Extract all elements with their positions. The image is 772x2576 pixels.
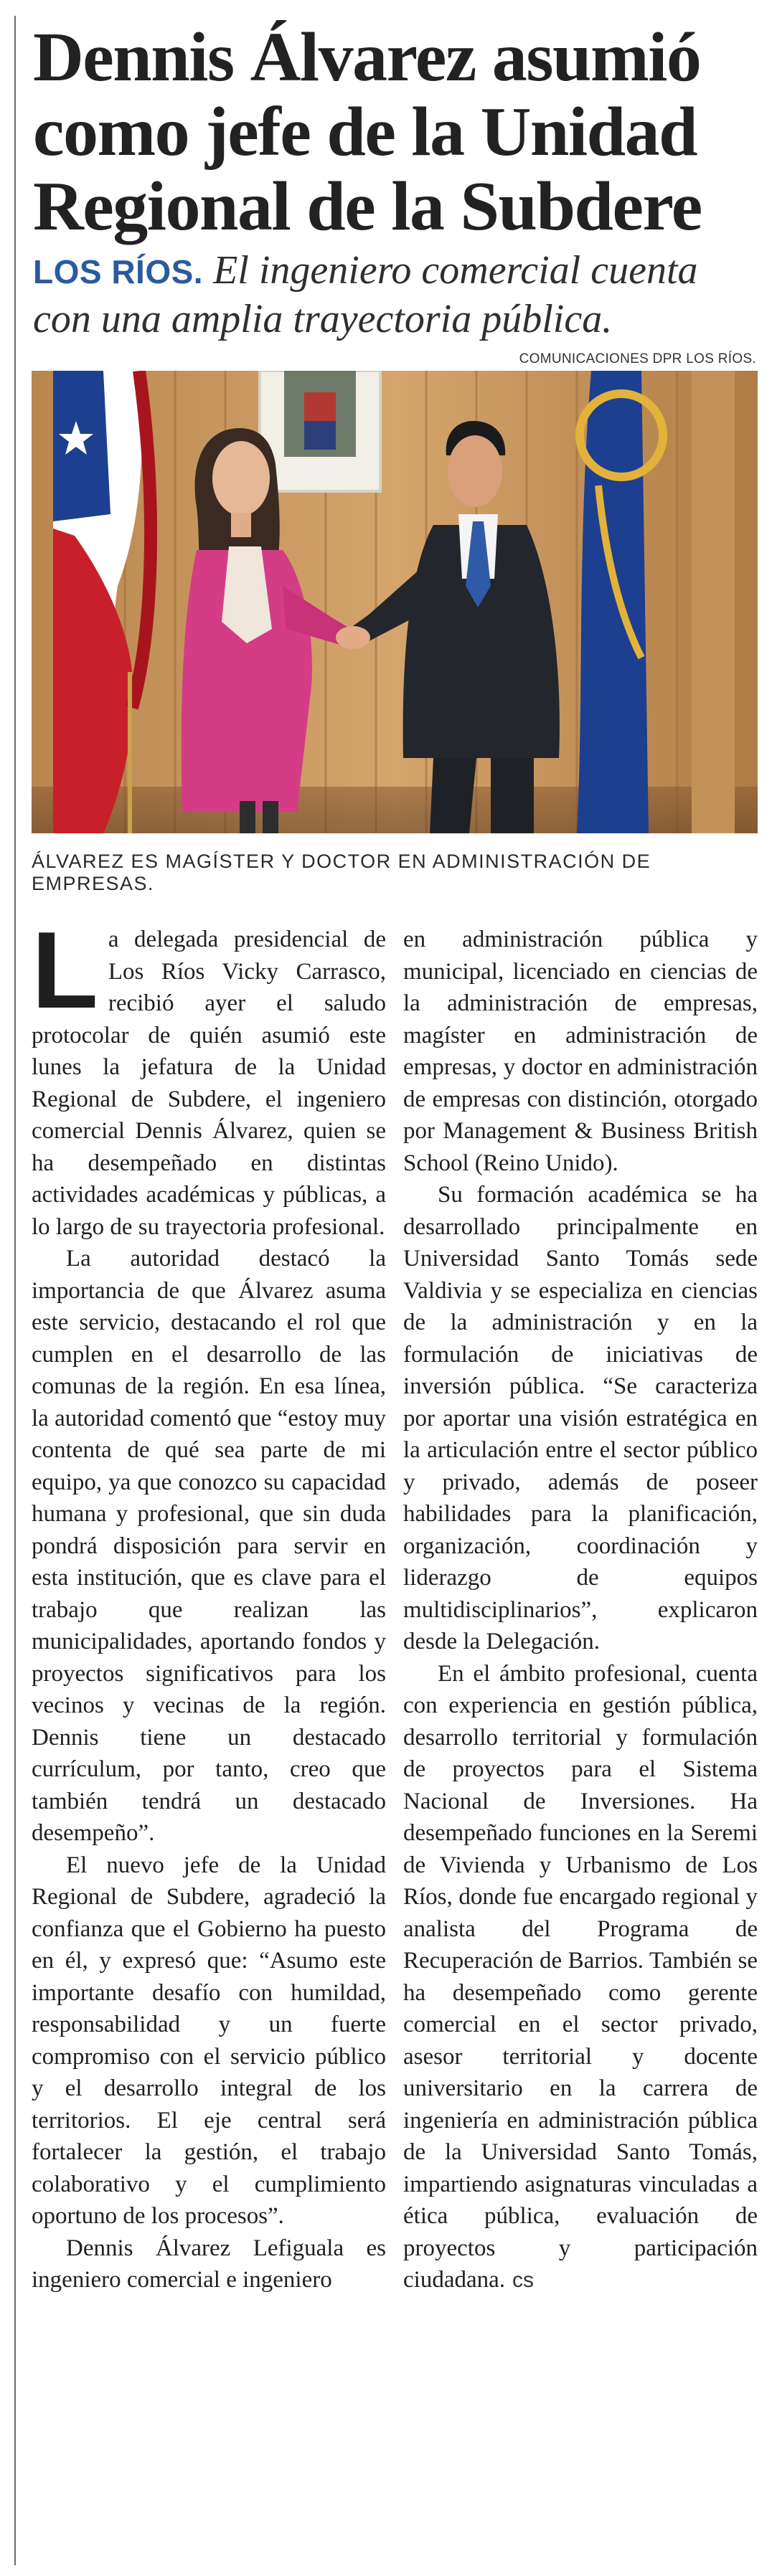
article-paragraph-6: Su formación académica se ha desarrollado principalmente en Universidad Santo Tomás sede Valdivia y se especializa en ciencias de la administración y en la formulación de iniciativas de inversión pública. “Se caracteriza por aportar una visión estratégica en la articulación entre el sector público y privado, además de poseer habilidades para la planificación, organización, coordinación y liderazgo de equipos multidisciplinarios”, explicaron desde la Delegación. xyxy=(403,1182,758,1654)
headline: Dennis Álvarez asumió como jefe de la Unidad Regional de la Subdere xyxy=(33,19,702,245)
photo-credit: COMUNICACIONES DPR LOS RÍOS. xyxy=(519,351,756,366)
photo-caption: ÁLVAREZ ES MAGÍSTER Y DOCTOR EN ADMINISTRACIÓN DE EMPRESAS. xyxy=(32,851,651,894)
article-column-left xyxy=(32,909,386,2296)
article-column-right xyxy=(403,924,758,2297)
article-paragraph-3: El nuevo jefe de la Unidad Regional de Subdere, agradeció la confianza que el Gobierno ha puesto en él, y expresó que: “Asumo este importante desafío con humildad, responsabilidad y un fuerte compromiso con el servicio público y el desarrollo integral de los territorios. El eje central será fortalecer la gestión, el trabajo colaborativo y el cumplimiento oportuno de los procesos”. xyxy=(32,1852,386,2229)
article-paragraph-4: Dennis Álvarez Lefiguala es ingeniero comercial e ingeniero xyxy=(32,2235,386,2293)
wall-frame xyxy=(260,371,380,491)
kicker: LOS RÍOS. xyxy=(33,253,204,290)
subhead xyxy=(33,247,758,343)
article-paragraph-1: La delegada presidencial de Los Ríos Vicky Carrasco, recibió ayer el saludo protocolar de quién asumió este lunes la jefatura de la Unidad Regional de Subdere, el ingeniero comercial Dennis Álvarez, quien se ha desempeñado en distintas actividades académicas y públicas, a lo largo de su trayectoria profesional. xyxy=(32,909,386,1240)
article-paragraph-7: En el ámbito profesional, cuenta con experiencia en gestión pública, desarrollo territorial y formulación de proyectos para el Sistema Nacional de Inversiones. Ha desempeñado funciones en la Seremi de Vivienda y Urbanismo de Los Ríos, donde fue encargado regional y analista del Programa de Recuperación de Barrios. También se ha desempeñado como gerente comercial en el sector privado, asesor territorial y docente universitario en la carrera de ingeniería en administración pública de la Universidad Santo Tomás, impartiendo asignaturas vinculadas a ética pública, evaluación de proyectos y participación ciudadana. cs xyxy=(403,1660,758,2293)
end-mark-icon: cs xyxy=(512,2268,535,2292)
article-paragraph-5: en administración pública y municipal, licenciado en ciencias de la administración de empresas, magíster en administración de empresas, y doctor en administración de empresas con distinción, otorgado por Management & Business British School (Reino Unido). xyxy=(403,927,758,1176)
article-paragraph-2: La autoridad destacó la importancia de que Álvarez asuma este servicio, destacando el rol que cumplen en el desarrollo de las comunas de la región. En esa línea, la autoridad comentó que “estoy muy contenta de qué sea parte de mi equipo, ya que conozco su capacidad humana y profesional, que sin duda pondrá disposición para servir en esta institución, que es clave para el trabajo que realizan las municipalidades, aportando fondos y proyectos significativos para los vecinos y vecinas de la región. Dennis tiene un destacado currículum, por tanto, creo que también tendrá un destacado desempeño”. xyxy=(32,1246,386,1846)
drop-cap: L xyxy=(32,909,98,1031)
deck: El ingeniero comercial cuenta con una amplia trayectoria pública. xyxy=(33,248,698,341)
handshake xyxy=(336,626,370,649)
news-photo xyxy=(32,371,758,833)
left-column-rule xyxy=(14,16,16,2565)
